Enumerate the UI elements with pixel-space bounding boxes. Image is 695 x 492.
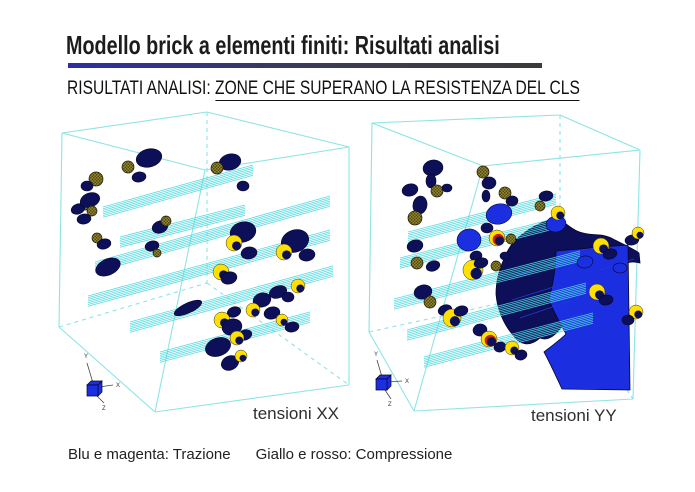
color-legend — [68, 446, 452, 463]
svg-text:Y: Y — [84, 354, 89, 360]
slide-subtitle — [67, 78, 580, 100]
svg-text:X: X — [116, 383, 121, 389]
legend-tension-label: Blu e magenta: Trazione — [68, 446, 231, 463]
caption-tensioni-yy: tensioni YY — [531, 406, 617, 425]
svg-text:Z: Z — [388, 402, 392, 408]
caption-tensioni-xx: tensioni XX — [253, 404, 339, 423]
subtitle-underlined-text: ZONE CHE SUPERANO LA RESISTENZA DEL CLS — [215, 78, 580, 99]
legend-compression-label: Giallo e rosso: Compressione — [255, 446, 453, 463]
subtitle-prefix: RISULTATI ANALISI: — [67, 78, 216, 99]
svg-text:Z: Z — [102, 406, 106, 412]
slide-title: Modello brick a elementi finiti: Risultati analisi — [66, 30, 500, 60]
svg-text:X: X — [405, 379, 410, 385]
title-underline-rule — [68, 63, 542, 68]
svg-text:Y: Y — [374, 352, 379, 358]
